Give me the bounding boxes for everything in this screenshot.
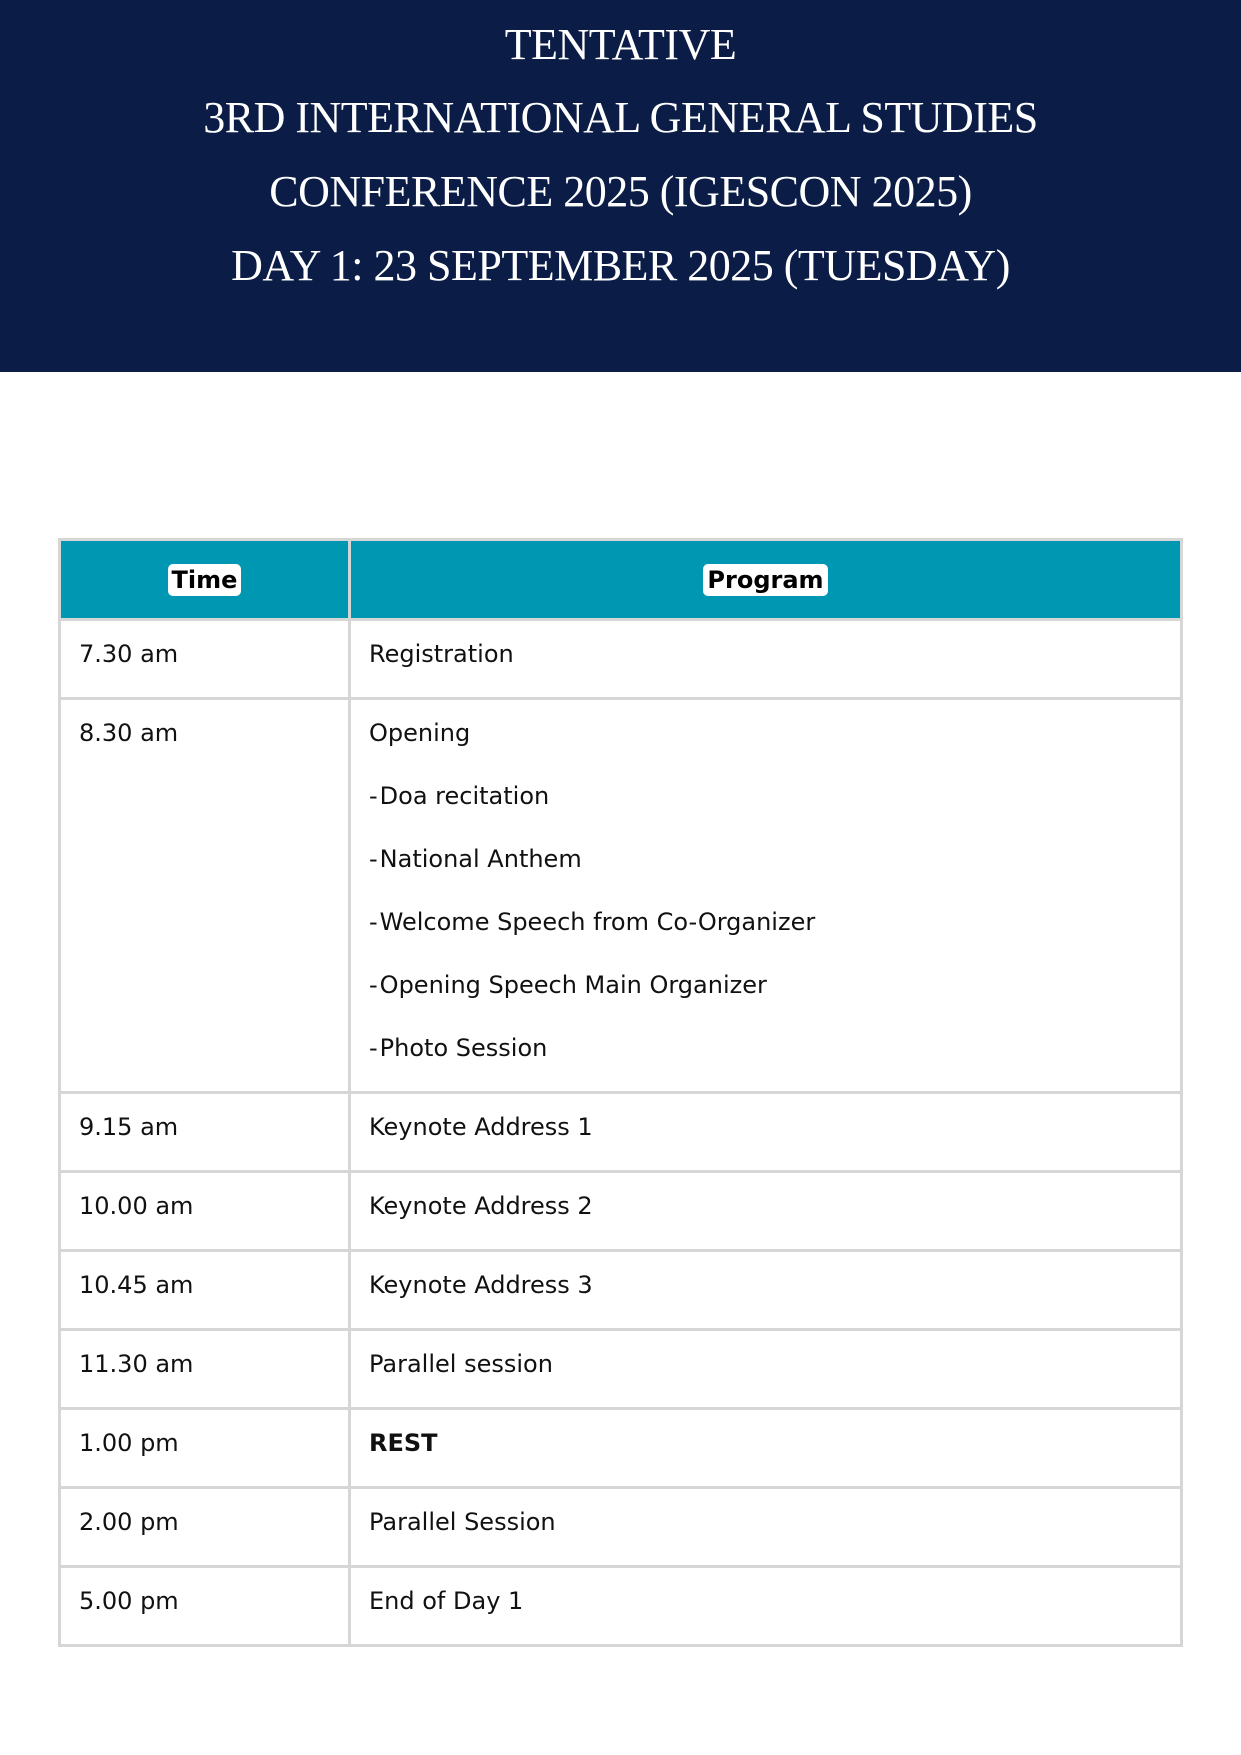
table-row [60,1093,1182,1172]
title-tentative: TENTATIVE [504,20,737,69]
table-row [60,1409,1182,1488]
list-item: -Photo Session [369,1034,548,1062]
time-cell: 10.45 am [60,1251,350,1330]
title-conference-name: 3RD INTERNATIONAL GENERAL STUDIES [203,93,1038,142]
column-header-time [60,540,350,620]
table-row [60,620,1182,699]
table-row [60,1567,1182,1646]
table-row [60,1488,1182,1567]
list-item: -Welcome Speech from Co-Organizer [369,908,816,936]
table-row [60,1330,1182,1409]
list-item: -Doa recitation [369,782,550,810]
time-cell: 5.00 pm [60,1567,350,1646]
title-banner [0,0,1241,372]
list-item: -Opening Speech Main Organizer [369,971,767,999]
opening-items-list [369,780,1162,1064]
column-header-time-label: Time [168,564,242,596]
program-cell: Keynote Address 1 [350,1093,1182,1172]
time-cell: 1.00 pm [60,1409,350,1488]
table-row [60,699,1182,1093]
title-day-date: DAY 1: 23 SEPTEMBER 2025 (TUESDAY) [231,241,1010,290]
column-header-program-label: Program [703,564,827,596]
table-row [60,1251,1182,1330]
program-cell: Keynote Address 3 [350,1251,1182,1330]
column-header-program [350,540,1182,620]
title-conference-year: CONFERENCE 2025 (IGESCON 2025) [269,167,972,216]
program-cell: Keynote Address 2 [350,1172,1182,1251]
program-cell: REST [350,1409,1182,1488]
list-item: -National Anthem [369,845,582,873]
program-cell: End of Day 1 [350,1567,1182,1646]
time-cell: 9.15 am [60,1093,350,1172]
program-cell: Parallel session [350,1330,1182,1409]
table-header-row [60,540,1182,620]
schedule-table [58,538,1183,1647]
time-cell: 10.00 am [60,1172,350,1251]
program-cell: Opening -Doa recitation -National Anthem -Welcome Speech from Co-Organizer -Opening Speech Main Organizer -Photo Session [350,699,1182,1093]
time-cell: 11.30 am [60,1330,350,1409]
time-cell: 2.00 pm [60,1488,350,1567]
program-cell: Parallel Session [350,1488,1182,1567]
program-cell: Registration [350,620,1182,699]
time-cell: 8.30 am [60,699,350,1093]
time-cell: 7.30 am [60,620,350,699]
table-row [60,1172,1182,1251]
